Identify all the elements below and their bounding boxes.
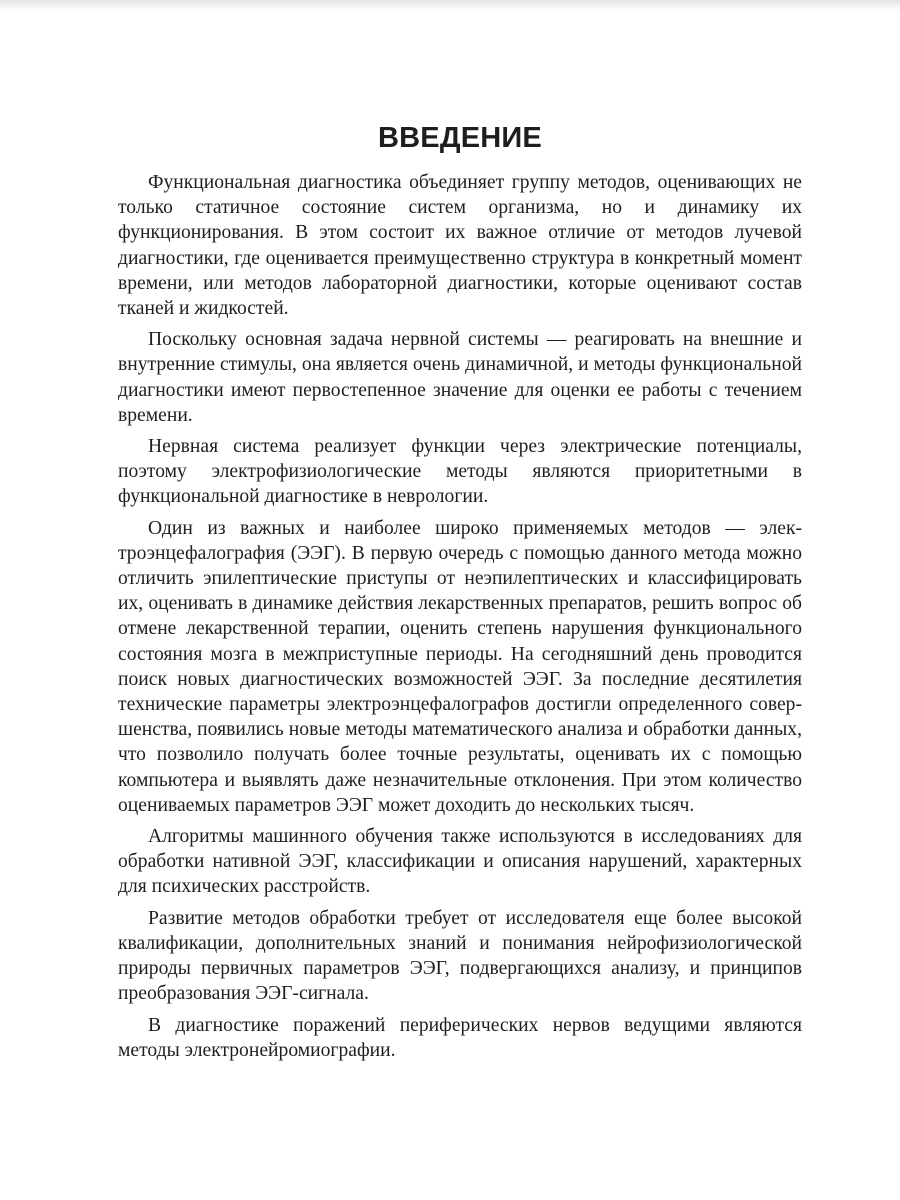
paragraph-7: В диагностике поражений периферических нервов ведущими являются методы электронейромиографии. bbox=[118, 1014, 802, 1061]
book-page bbox=[118, 116, 802, 1069]
paragraph-3: Нервная система реализует функции через электрические потенциалы, поэтому электрофизиологические методы являются приоритетными в функциональной диагностике в неврологии. bbox=[118, 436, 802, 508]
paragraph-4: Один из важных и наиболее широко применяемых методов — электроэнцефалография (ЭЭГ). В первую очередь с помощью данного метода можно отличить эпилептические приступы от неэпилептических и классифицировать их, оценивать в динамике действия лекарственных препаратов, решить вопрос об отмене лекарственной терапии, оценить степень нарушения функционального состояния мозга в межприступные периоды. На сегодняшний день проводится поиск новых диагностических возможностей ЭЭГ. За последние десятилетия технические параметры электроэнцефалографов достигли определенного совершенства, появились новые методы математического анализа и обработки данных, что позволило получать более точные результаты, оценивать их с помощью компьютера и выявлять даже незначительные отклонения. При этом количество оцениваемых параметров ЭЭГ может доходить до нескольких тысяч. bbox=[118, 517, 802, 816]
section-title: ВВЕДЕНИЕ bbox=[378, 122, 542, 154]
paragraph-5: Алгоритмы машинного обучения также используются в исследованиях для обработки нативной ЭЭГ, классификации и описания нарушений, характерных для психических расстройств. bbox=[118, 826, 802, 898]
page-top-shadow bbox=[0, 0, 900, 12]
paragraph-2: Поскольку основная задача нервной системы — реагировать на внешние и внутренние стимулы, она является очень динамичной, и методы функциональной диагностики имеют первостепенное значение для оценки ее работы с течением времени. bbox=[118, 329, 802, 426]
paragraph-1: Функциональная диагностика объединяет группу методов, оценивающих не только статичное состояние систем организма, но и динамику их функционирования. В этом состоит их важное отличие от методов лучевой диагностики, где оценивается преимущественно структура в конкретный момент времени, или методов лабораторной диагностики, которые оценивают состав тканей и жидкостей. bbox=[118, 172, 802, 320]
paragraph-6: Развитие методов обработки требует от исследователя еще более высокой квалификации, дополнительных знаний и понимания нейрофизиологической природы первичных параметров ЭЭГ, подвергающихся анализу, и принципов преобразования ЭЭГ-сигнала. bbox=[118, 907, 802, 1005]
